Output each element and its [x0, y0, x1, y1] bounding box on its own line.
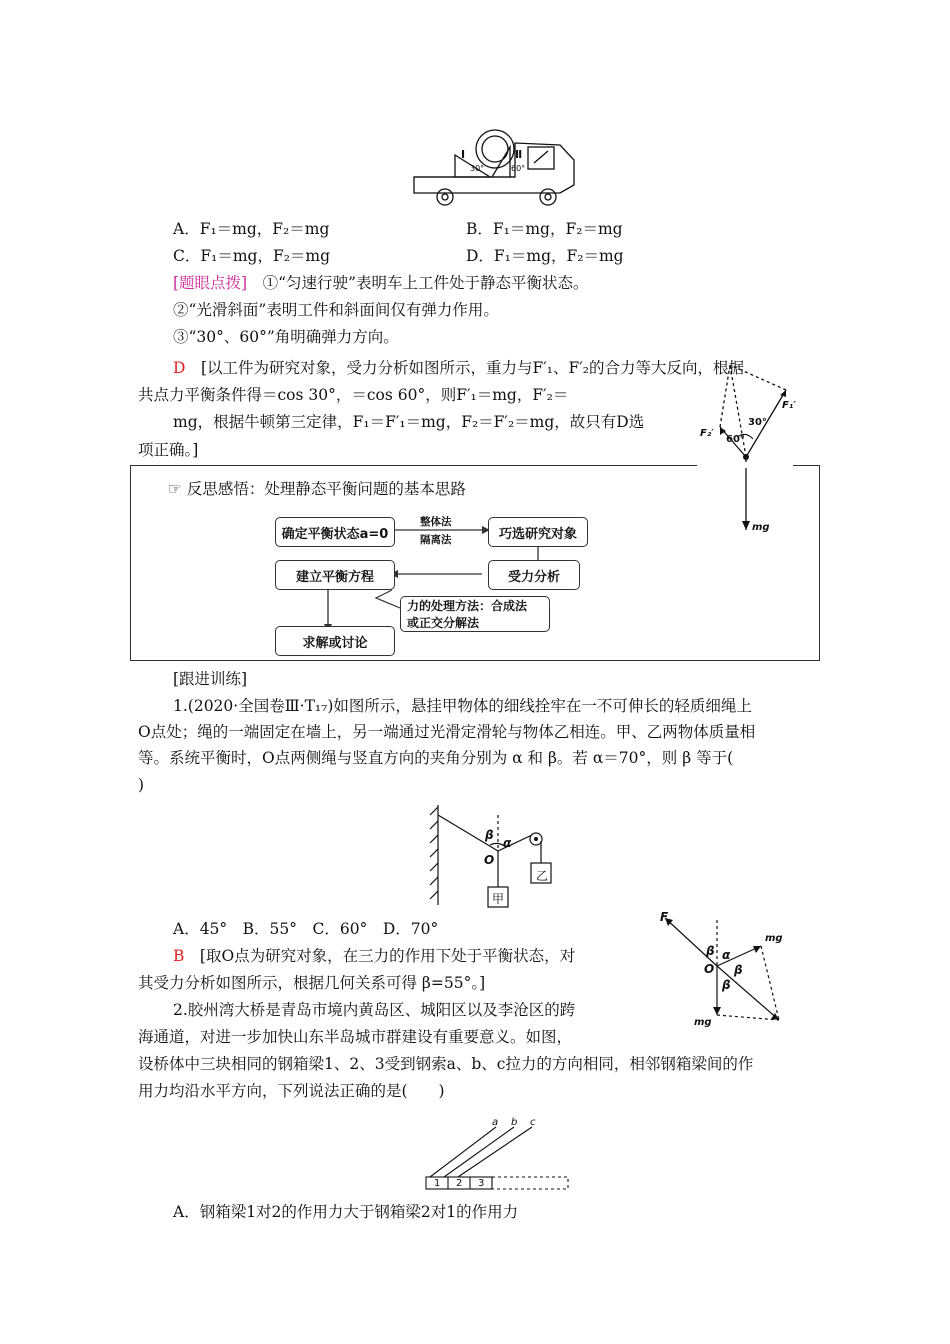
q1-line4: ) — [138, 776, 145, 794]
force2-alpha: α — [722, 948, 731, 962]
force2-F: F — [660, 910, 669, 924]
bridge-figure — [420, 1115, 580, 1195]
q1-options: A．45° B．55° C．60° D．70° — [173, 920, 439, 938]
pointing-hand-icon: ☞ — [168, 480, 182, 498]
hint-line3: ③“30°、60°”角明确弹力方向。 — [173, 328, 399, 346]
answer2-letter: B — [173, 947, 185, 965]
flow-box-equation-text: 建立平衡方程 — [295, 569, 374, 585]
bridge-a: a — [492, 1117, 499, 1128]
option-B: B．F₁＝mg，F₂＝mg — [466, 220, 623, 238]
answer1-line2: 共点力平衡条件得＝cos 30°，＝cos 60°，则F′₁＝mg，F′₂＝ — [138, 386, 569, 404]
pulley-yi: 乙 — [536, 869, 549, 883]
bridge-n1: 1 — [434, 1178, 441, 1189]
force2-beta2: β — [734, 963, 743, 977]
answer2-line1 — [173, 945, 575, 967]
pulley-jia: 甲 — [492, 892, 505, 906]
flow-box-equilibrium-text: 确定平衡状态a=0 — [281, 526, 389, 542]
bridge-c: c — [530, 1117, 536, 1128]
bridge-b: b — [511, 1117, 518, 1128]
reflection-title — [168, 478, 466, 500]
bridge-n3: 3 — [478, 1178, 485, 1189]
hint-tag: [题眼点拨] — [173, 274, 248, 292]
flow-box-force-analysis-text: 受力分析 — [507, 569, 560, 585]
force2-O: O — [704, 962, 715, 976]
hint-text1: ①“匀速行驶”表明车上工件处于静态平衡状态。 — [262, 274, 589, 292]
q2-line3: 设桥体中三块相同的钢箱梁1、2、3受到钢索a、b、c拉力的方向相同，相邻钢箱梁间的作 — [138, 1055, 754, 1073]
force1-F2: F₂′ — [700, 428, 714, 439]
option-C: C．F₁＝mg，F₂＝mg — [173, 247, 331, 265]
flow-box-object — [488, 517, 588, 547]
truck-angle-60: 60° — [511, 164, 526, 173]
truck-figure — [410, 125, 580, 210]
force1-angle60: 60° — [726, 434, 745, 445]
force1-F1: F₁′ — [782, 400, 796, 411]
answer2-text1: [取O点为研究对象，在三力的作用下处于平衡状态，对 — [199, 947, 576, 965]
q2-line2: 海通道，对进一步加快山东半岛城市群建设有重要意义。如图， — [138, 1028, 573, 1046]
q1-line3: 等。系统平衡时，O点两侧绳与竖直方向的夹角分别为 α 和 β。若 α＝70°，则 β 等于( — [138, 749, 734, 767]
answer1-letter: D — [173, 359, 186, 377]
q2-line4: 用力均沿水平方向，下列说法正确的是( ) — [138, 1082, 445, 1100]
force1-mg: mg — [752, 522, 770, 533]
answer2-line2: 其受力分析如图所示，根据几何关系可得 β=55°。] — [138, 974, 486, 992]
training-header: [跟进训练] — [173, 670, 248, 688]
q2-option-A: A．钢箱梁1对2的作用力大于钢箱梁2对1的作用力 — [173, 1203, 519, 1221]
flow-box-equilibrium — [275, 517, 395, 547]
answer1-text1: [以工件为研究对象，受力分析如图所示，重力与F′₁、F′₂的合力等大反向，根据 — [200, 359, 744, 377]
truck-angle-30: 30° — [470, 164, 485, 173]
flow-box-object-text: 巧选研究对象 — [498, 526, 577, 542]
flow-box-solve-text: 求解或讨论 — [302, 635, 368, 651]
answer1-line4: 项正确。] — [138, 441, 199, 459]
flow-box-solve — [275, 626, 395, 656]
pulley-alpha: α — [503, 836, 512, 850]
q1-line1: 1.(2020·全国卷Ⅲ·T₁₇)如图所示，悬挂甲物体的细线拴牢在一不可伸长的轻质细绳上 — [173, 697, 752, 715]
reflection-box-top-cover — [697, 462, 793, 468]
force2-mg-bottom: mg — [694, 1017, 712, 1028]
q2-line1: 2.胶州湾大桥是青岛市境内黄岛区、城阳区以及李沧区的跨 — [173, 1001, 576, 1019]
flow-method1: 整体法 — [420, 516, 452, 528]
q1-line2: O点处；绳的一端固定在墙上，另一端通过光滑定滑轮与物体乙相连。甲、乙两物体质量相 — [138, 723, 756, 741]
force-diagram-2 — [655, 910, 795, 1035]
flow-method2: 隔离法 — [420, 534, 452, 546]
pulley-beta: β — [485, 828, 494, 842]
truck-label-II: Ⅱ — [515, 148, 523, 161]
answer1-line1 — [173, 357, 744, 379]
option-D: D．F₁＝mg，F₂＝mg — [466, 247, 624, 265]
force2-beta3: β — [722, 978, 731, 992]
force1-angle30: 30° — [748, 417, 767, 428]
option-A: A．F₁＝mg，F₂＝mg — [173, 220, 330, 238]
hint-line2: ②“光滑斜面”表明工件和斜面间仅有弹力作用。 — [173, 301, 499, 319]
hint-line1 — [173, 272, 588, 294]
force2-beta1: β — [706, 944, 715, 958]
bridge-n2: 2 — [456, 1178, 463, 1189]
flow-box-force-analysis — [488, 560, 580, 590]
flow-box-equation — [275, 560, 395, 590]
reflection-title-text: 反思感悟：处理静态平衡问题的基本思路 — [186, 480, 466, 498]
answer1-line3: mg，根据牛顿第三定律，F₁＝F′₁＝mg，F₂＝F′₂＝mg，故只有D选 — [173, 413, 645, 431]
pulley-O: O — [484, 853, 495, 867]
flow-callout — [400, 596, 550, 632]
flow-callout-line1: 力的处理方法：合成法 — [407, 599, 528, 613]
force2-mg-top: mg — [765, 933, 783, 944]
flow-callout-line2: 或正交分解法 — [407, 616, 480, 630]
truck-label-I: Ⅰ — [461, 148, 466, 161]
